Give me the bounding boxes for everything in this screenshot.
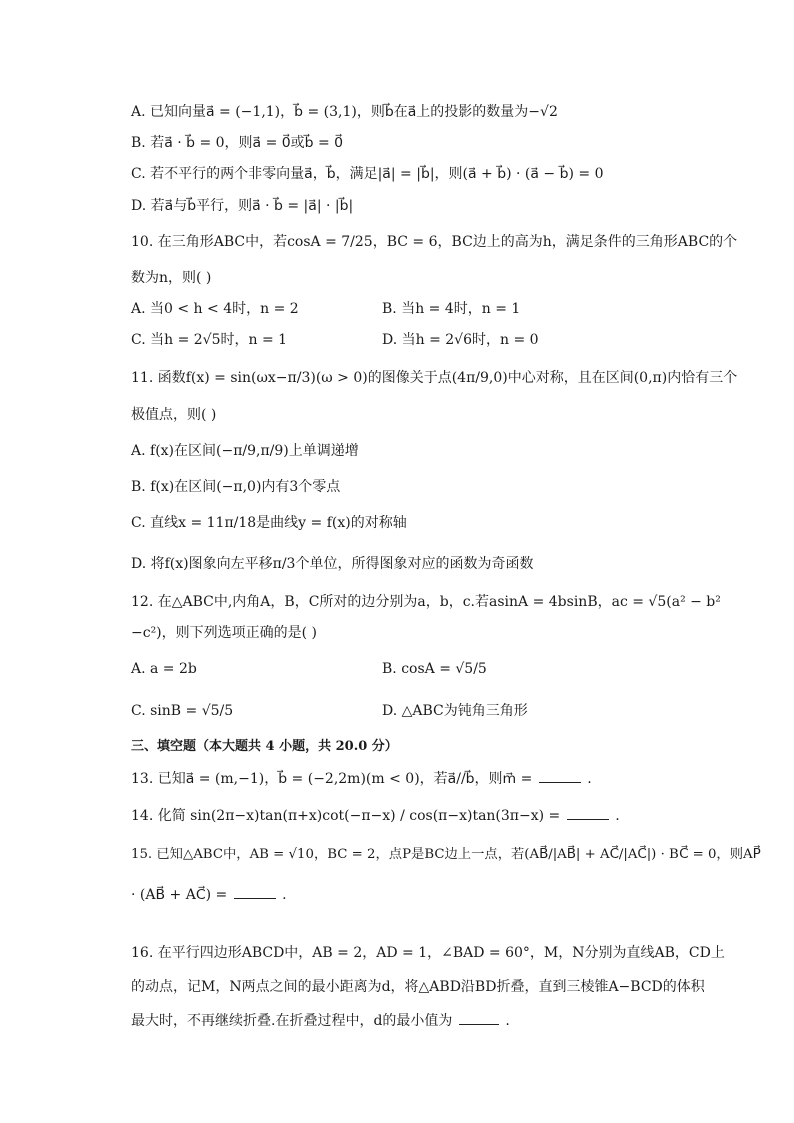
- section-heading: 三、填空题（本大题共 4 小题，共 20.0 分）: [131, 739, 398, 754]
- q13-period: .: [587, 771, 592, 787]
- q15-answer-blank[interactable]: [234, 884, 276, 899]
- q9-option-c: C. 若不平行的两个非零向量a⃗，b⃗，满足|a⃗| = |b⃗|，则(a⃗ + b⃗) · (a⃗ − b⃗) = 0: [131, 166, 604, 182]
- q11-stem-line2: 极值点，则( ): [131, 407, 217, 423]
- q12-option-row2: [131, 701, 691, 721]
- q13-text: 13. 已知a⃗ = (m,−1)，b⃗ = (−2,2m)(m < 0)，若a⃗//b⃗，则m⃗ =: [131, 771, 533, 787]
- q15-line2: [131, 884, 691, 905]
- q11-option-b: B. f(x)在区间(−π,0)内有3个零点: [131, 479, 341, 495]
- q12-option-b: B. cosA = √5/5: [382, 661, 487, 677]
- q14-period: .: [615, 808, 620, 824]
- q15-text2: · (AB⃗ + AC⃗) =: [131, 887, 228, 903]
- q9-option-b: B. 若a⃗ · b⃗ = 0，则a⃗ = 0⃗或b⃗ = 0⃗: [131, 135, 344, 151]
- q16-line3: [131, 1010, 691, 1031]
- q16-answer-blank[interactable]: [459, 1010, 499, 1025]
- q13: [131, 768, 691, 789]
- q9-option-d: D. 若a⃗与b⃗平行，则a⃗ · b⃗ = |a⃗| · |b⃗|: [131, 198, 354, 214]
- q15-line1: 15. 已知△ABC中，AB = √10，BC = 2，点P是BC边上一点，若(AB⃗/|AB⃗| + AC⃗/|AC⃗|) · BC⃗ = 0，则AP⃗: [131, 847, 761, 862]
- q10-stem-line1: 10. 在三角形ABC中，若cosA = 7/25，BC = 6，BC边上的高为h，满足条件的三角形ABC的个: [131, 234, 738, 250]
- q11-stem-line1: 11. 函数f(x) = sin(ωx−π/3)(ω > 0)的图像关于点(4π/9,0)中心对称，且在区间(0,π)内恰有三个: [131, 370, 738, 386]
- q16-line1: 16. 在平行四边形ABCD中，AB = 2，AD = 1，∠BAD = 60°，M，N分别为直线AB，CD上: [131, 945, 725, 961]
- q15-period: .: [282, 887, 287, 903]
- q12-stem-line2: −c²)，则下列选项正确的是( ): [131, 625, 318, 641]
- q13-answer-blank[interactable]: [539, 768, 581, 783]
- q10-option-d: D. 当h = 2√6时，n = 0: [382, 332, 539, 348]
- q10-option-row1: [131, 299, 691, 319]
- q16-line2: 的动点，记M，N两点之间的最小距离为d，将△ABD沿BD折叠，直到三棱锥A−BCD的体积: [131, 979, 705, 995]
- q10-option-a: A. 当0 < h < 4时，n = 2: [131, 301, 299, 317]
- q12-option-a: A. a = 2b: [131, 661, 197, 677]
- q14: [131, 805, 691, 826]
- q12-option-row1: [131, 659, 691, 679]
- q12-option-d: D. △ABC为钝角三角形: [382, 703, 528, 719]
- q14-text: 14. 化简 sin(2π−x)tan(π+x)cot(−π−x) / cos(π−x)tan(3π−x) =: [131, 808, 561, 824]
- q11-option-a: A. f(x)在区间(−π/9,π/9)上单调递增: [131, 443, 359, 459]
- q11-option-d: D. 将f(x)图象向左平移π/3个单位，所得图象对应的函数为奇函数: [131, 556, 534, 572]
- q10-option-b: B. 当h = 4时，n = 1: [382, 301, 521, 317]
- q12-stem-line1: 12. 在△ABC中,内角A，B，C所对的边分别为a，b，c.若asinA = 4bsinB，ac = √5(a² − b²: [131, 594, 721, 610]
- q12-option-c: C. sinB = √5/5: [131, 703, 234, 719]
- q9-option-a: A. 已知向量a⃗ = (−1,1)，b⃗ = (3,1)，则b⃗在a⃗上的投影的数量为−√2: [131, 104, 558, 120]
- q16-period: .: [505, 1013, 510, 1029]
- q11-option-c: C. 直线x = 11π/18是曲线y = f(x)的对称轴: [131, 515, 407, 531]
- q16-text3: 最大时，不再继续折叠.在折叠过程中，d的最小值为: [131, 1013, 453, 1029]
- q10-stem-line2: 数为n，则( ): [131, 270, 212, 286]
- q14-answer-blank[interactable]: [567, 805, 609, 820]
- q10-option-row2: [131, 330, 691, 350]
- q10-option-c: C. 当h = 2√5时，n = 1: [131, 332, 288, 348]
